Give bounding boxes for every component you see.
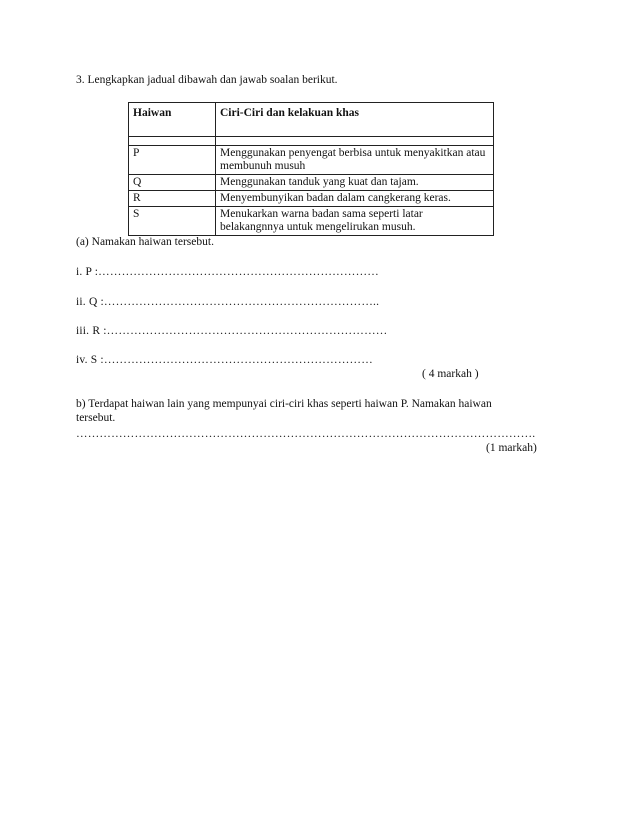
- part-a-marks: ( 4 markah ): [422, 368, 479, 380]
- description-cell: Menggunakan tanduk yang kuat dan tajam.: [216, 175, 494, 191]
- part-b-marks: (1 markah): [486, 442, 537, 454]
- answer-line-s: iv. S :……………………………………………………………: [76, 354, 373, 366]
- part-a-prompt: (a) Namakan haiwan tersebut.: [76, 236, 214, 248]
- answer-line-p: i. P :………………………………………………………………: [76, 266, 379, 278]
- header-characteristics: Ciri-Ciri dan kelakuan khas: [216, 103, 494, 137]
- table-header-row: [129, 103, 494, 137]
- header-animal: Haiwan: [129, 103, 216, 137]
- answer-line-q: ii. Q :……………………………………………………………..: [76, 296, 380, 308]
- description-cell: Menukarkan warna badan sama seperti latar belakangnnya untuk mengelirukan musuh.: [216, 207, 494, 236]
- part-b-prompt: b) Terdapat haiwan lain yang mempunyai ciri-ciri khas seperti haiwan P. Namakan haiwan: [76, 398, 492, 410]
- animal-cell: P: [129, 146, 216, 175]
- table-row: [129, 146, 494, 175]
- characteristics-table: [128, 102, 494, 236]
- animal-cell: S: [129, 207, 216, 236]
- part-b-prompt-line2: tersebut.: [76, 412, 116, 424]
- description-cell: Menyembunyikan badan dalam cangkerang keras.: [216, 191, 494, 207]
- answer-line-r: iii. R :………………………………………………………………: [76, 325, 388, 337]
- table-gap-row: [129, 137, 494, 146]
- table-row: [129, 207, 494, 236]
- part-b-answer-line: ……………………………………………………………………………………………………….: [76, 428, 536, 440]
- animal-cell: R: [129, 191, 216, 207]
- animal-cell: Q: [129, 175, 216, 191]
- table-row: [129, 191, 494, 207]
- question-intro: 3. Lengkapkan jadual dibawah dan jawab soalan berikut.: [76, 74, 338, 86]
- description-cell: Menggunakan penyengat berbisa untuk menyakitkan atau membunuh musuh: [216, 146, 494, 175]
- table-row: [129, 175, 494, 191]
